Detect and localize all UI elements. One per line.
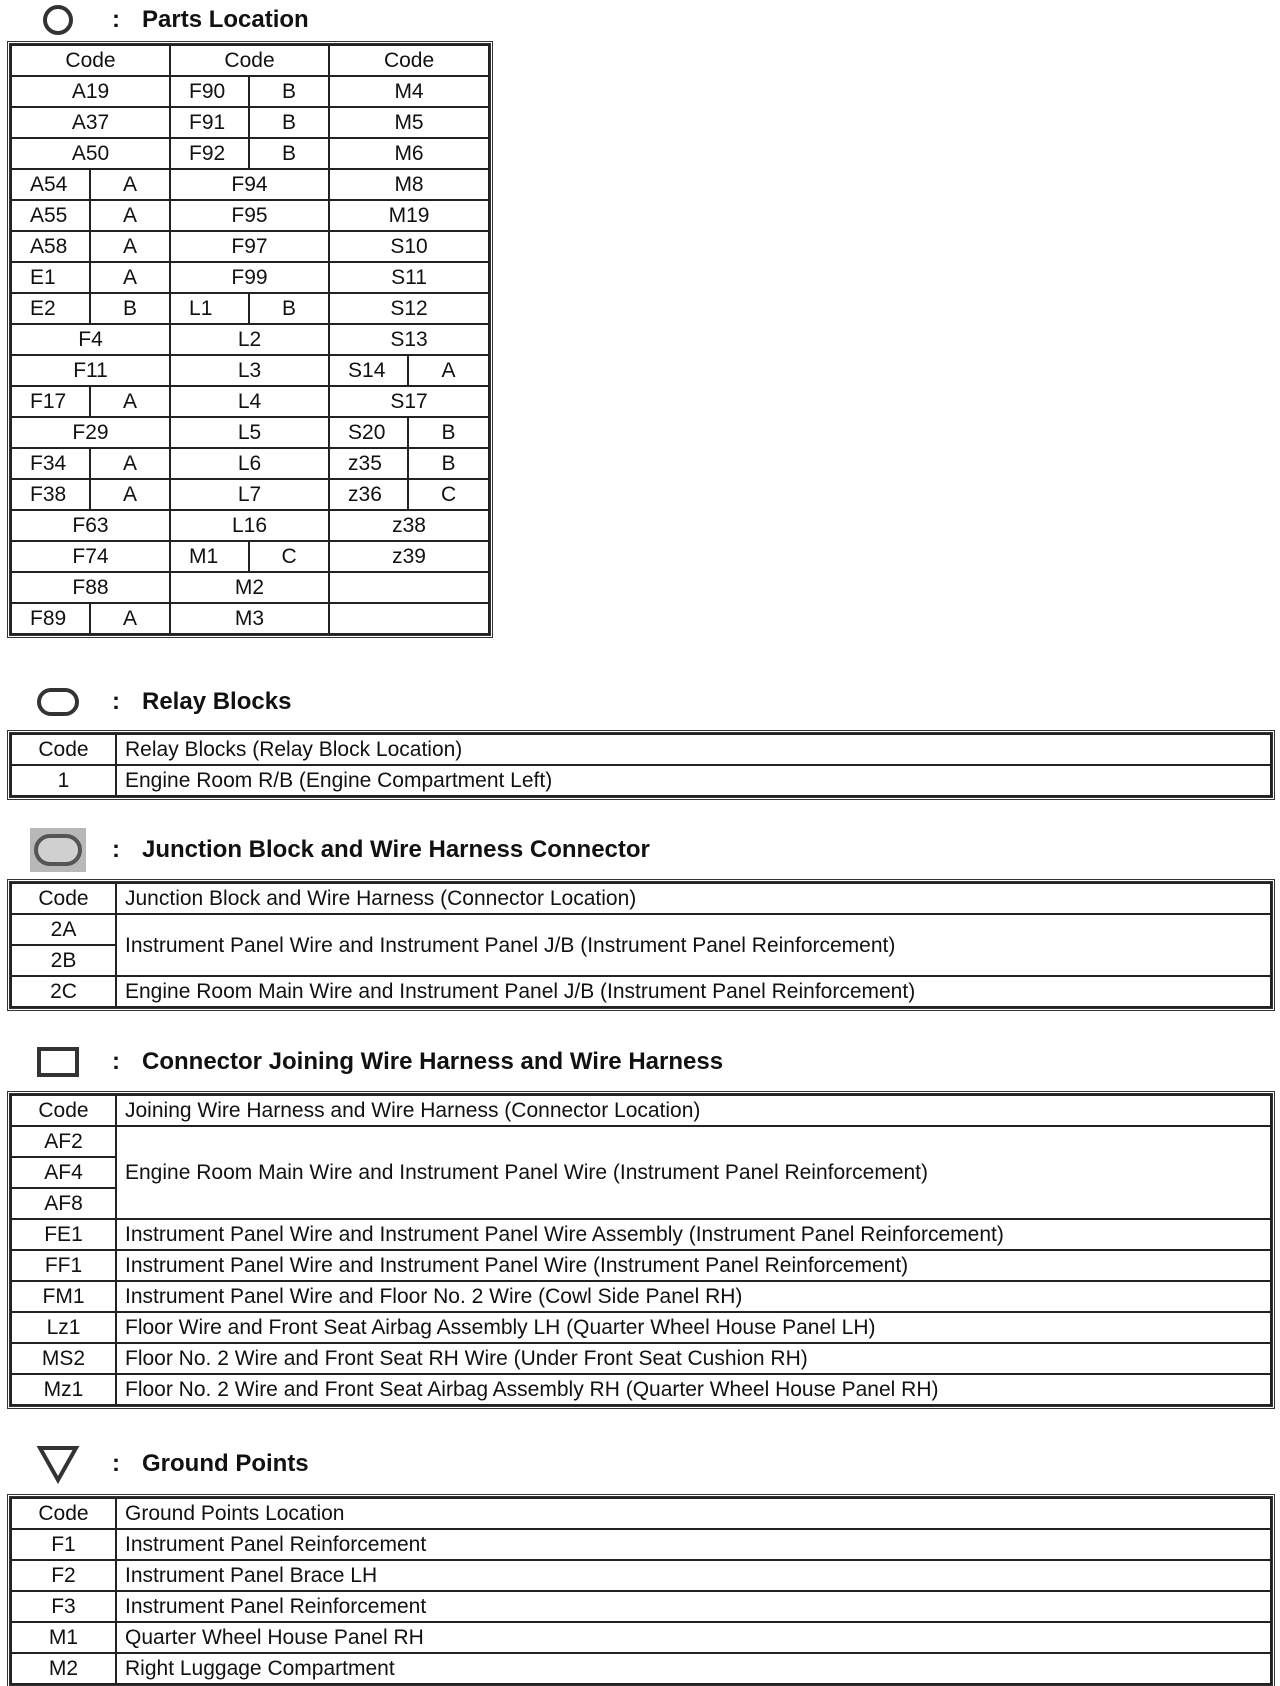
code-cell: M2 (11, 1653, 116, 1684)
table-row (11, 138, 489, 169)
location-cell: Floor No. 2 Wire and Front Seat RH Wire (Under Front Seat Cushion RH) (116, 1343, 1271, 1374)
circle-icon (30, 0, 86, 40)
code-cell: 1 (11, 765, 116, 796)
code-sub-cell: F34 (11, 448, 90, 479)
code-cell: 2B (11, 945, 116, 976)
code-sub-cell: z36 (329, 479, 408, 510)
code-cell: L4 (170, 386, 329, 417)
connector-table-body (11, 1095, 1271, 1405)
code-sub-cell: A (408, 355, 489, 386)
table-header-row (11, 1095, 1271, 1126)
code-cell: z39 (329, 541, 489, 572)
code-cell: M2 (170, 572, 329, 603)
relay-blocks-heading (30, 682, 291, 722)
location-cell: Engine Room Main Wire and Instrument Panel J/B (Instrument Panel Reinforcement) (116, 976, 1271, 1007)
table-row (11, 107, 489, 138)
code-sub-cell: F91 (170, 107, 249, 138)
code-cell: F74 (11, 541, 170, 572)
table-row (11, 1343, 1271, 1374)
ground-points-body (11, 1498, 1271, 1684)
parts-location-body (11, 45, 489, 634)
triangle-icon (30, 1444, 86, 1484)
column-header: Joining Wire Harness and Wire Harness (Connector Location) (116, 1095, 1271, 1126)
table-row (11, 510, 489, 541)
junction-block-table (10, 882, 1272, 1008)
junction-block-heading (30, 830, 650, 870)
code-sub-cell: E1 (11, 262, 90, 293)
code-cell: M19 (329, 200, 489, 231)
colon-separator: : (112, 688, 120, 715)
code-sub-cell: z35 (329, 448, 408, 479)
column-header: Code (11, 734, 116, 765)
code-cell: M1 (11, 1622, 116, 1653)
table-row (11, 1529, 1271, 1560)
code-cell: Lz1 (11, 1312, 116, 1343)
code-sub-cell: S20 (329, 417, 408, 448)
parts-location-heading (30, 0, 309, 40)
code-cell: S11 (329, 262, 489, 293)
code-cell: F4 (11, 324, 170, 355)
code-sub-cell: C (408, 479, 489, 510)
table-row (11, 76, 489, 107)
code-cell: F2 (11, 1560, 116, 1591)
location-cell: Instrument Panel Wire and Instrument Panel Wire Assembly (Instrument Panel Reinforcement) (116, 1219, 1271, 1250)
code-sub-cell: E2 (11, 293, 90, 324)
code-sub-cell: B (249, 138, 329, 169)
code-cell: AF2 (11, 1126, 116, 1157)
code-cell: A50 (11, 138, 170, 169)
location-cell: Instrument Panel Reinforcement (116, 1591, 1271, 1622)
code-cell: S10 (329, 231, 489, 262)
code-cell: L16 (170, 510, 329, 541)
table-row (11, 1126, 1271, 1157)
code-cell: 2A (11, 914, 116, 945)
location-cell: Instrument Panel Wire and Instrument Panel J/B (Instrument Panel Reinforcement) (116, 914, 1271, 976)
code-cell: A19 (11, 76, 170, 107)
code-cell: FM1 (11, 1281, 116, 1312)
code-cell: L3 (170, 355, 329, 386)
code-cell: F29 (11, 417, 170, 448)
table-row (11, 541, 489, 572)
code-cell: F1 (11, 1529, 116, 1560)
code-cell: A37 (11, 107, 170, 138)
code-sub-cell: A (90, 200, 170, 231)
code-sub-cell: B (408, 448, 489, 479)
code-sub-cell: A (90, 603, 170, 634)
table-header-row (11, 883, 1271, 914)
code-sub-cell: S14 (329, 355, 408, 386)
code-sub-cell: B (249, 293, 329, 324)
table-row (11, 914, 1271, 945)
code-sub-cell: F38 (11, 479, 90, 510)
parts-location-table (10, 44, 490, 635)
code-cell: M3 (170, 603, 329, 634)
location-cell: Engine Room R/B (Engine Compartment Left) (116, 765, 1271, 796)
table-row (11, 1250, 1271, 1281)
column-header: Code (11, 1498, 116, 1529)
code-sub-cell: M1 (170, 541, 249, 572)
code-cell: S17 (329, 386, 489, 417)
column-header: Code (329, 45, 489, 76)
colon-separator: : (112, 1450, 120, 1477)
code-sub-cell: A (90, 479, 170, 510)
code-cell: L2 (170, 324, 329, 355)
table-row (11, 572, 489, 603)
table-row (11, 1219, 1271, 1250)
code-cell: M8 (329, 169, 489, 200)
code-sub-cell: A (90, 231, 170, 262)
code-sub-cell: B (408, 417, 489, 448)
table-row (11, 1560, 1271, 1591)
code-cell: z38 (329, 510, 489, 541)
table-row (11, 386, 489, 417)
column-header: Code (170, 45, 329, 76)
code-sub-cell: F17 (11, 386, 90, 417)
section-title: Junction Block and Wire Harness Connector (142, 836, 650, 863)
location-cell: Instrument Panel Wire and Instrument Panel Wire (Instrument Panel Reinforcement) (116, 1250, 1271, 1281)
code-cell: Mz1 (11, 1374, 116, 1405)
code-cell: L6 (170, 448, 329, 479)
table-header-row (11, 1498, 1271, 1529)
code-cell: S12 (329, 293, 489, 324)
filled-rounded-rectangle-icon (30, 830, 86, 870)
code-sub-cell: B (249, 107, 329, 138)
code-cell: F99 (170, 262, 329, 293)
location-cell: Instrument Panel Reinforcement (116, 1529, 1271, 1560)
column-header: Code (11, 45, 170, 76)
code-cell: F94 (170, 169, 329, 200)
colon-separator: : (112, 1048, 120, 1075)
location-cell: Instrument Panel Brace LH (116, 1560, 1271, 1591)
table-row (11, 765, 1271, 796)
code-cell: F97 (170, 231, 329, 262)
code-cell: F11 (11, 355, 170, 386)
table-row (11, 1374, 1271, 1405)
code-sub-cell: B (90, 293, 170, 324)
table-row (11, 262, 489, 293)
code-cell: S13 (329, 324, 489, 355)
table-row (11, 1622, 1271, 1653)
code-cell: AF8 (11, 1188, 116, 1219)
code-cell: FF1 (11, 1250, 116, 1281)
section-title: Parts Location (142, 6, 309, 33)
table-row (11, 1653, 1271, 1684)
code-cell: F63 (11, 510, 170, 541)
code-sub-cell: A (90, 262, 170, 293)
code-cell: L5 (170, 417, 329, 448)
location-cell: Right Luggage Compartment (116, 1653, 1271, 1684)
table-row (11, 1281, 1271, 1312)
relay-blocks-table (10, 733, 1272, 797)
rounded-rectangle-icon (30, 682, 86, 722)
table-row (11, 231, 489, 262)
code-cell: M6 (329, 138, 489, 169)
code-sub-cell: A (90, 386, 170, 417)
table-row (11, 355, 489, 386)
table-header-row (11, 734, 1271, 765)
table-row (11, 1591, 1271, 1622)
ground-points-heading (30, 1444, 309, 1484)
code-cell (329, 603, 489, 634)
location-cell: Quarter Wheel House Panel RH (116, 1622, 1271, 1653)
table-header-row (11, 45, 489, 76)
square-icon (30, 1042, 86, 1082)
code-sub-cell: F92 (170, 138, 249, 169)
table-row (11, 417, 489, 448)
code-cell: F95 (170, 200, 329, 231)
code-sub-cell: A55 (11, 200, 90, 231)
column-header: Code (11, 1095, 116, 1126)
code-cell: L7 (170, 479, 329, 510)
code-sub-cell: F89 (11, 603, 90, 634)
section-title: Relay Blocks (142, 688, 292, 715)
code-cell: F3 (11, 1591, 116, 1622)
connector-heading (30, 1042, 723, 1082)
ground-points-table (10, 1497, 1272, 1685)
column-header: Code (11, 883, 116, 914)
location-cell: Floor Wire and Front Seat Airbag Assembly LH (Quarter Wheel House Panel LH) (116, 1312, 1271, 1343)
code-sub-cell: A54 (11, 169, 90, 200)
connector-table (10, 1094, 1272, 1406)
code-cell: M4 (329, 76, 489, 107)
table-row (11, 479, 489, 510)
code-cell: F88 (11, 572, 170, 603)
location-cell: Floor No. 2 Wire and Front Seat Airbag Assembly RH (Quarter Wheel House Panel RH) (116, 1374, 1271, 1405)
table-row (11, 293, 489, 324)
table-row (11, 169, 489, 200)
code-sub-cell: F90 (170, 76, 249, 107)
column-header: Junction Block and Wire Harness (Connector Location) (116, 883, 1271, 914)
location-cell: Engine Room Main Wire and Instrument Panel Wire (Instrument Panel Reinforcement) (116, 1126, 1271, 1219)
code-cell: FE1 (11, 1219, 116, 1250)
colon-separator: : (112, 6, 120, 33)
code-cell: 2C (11, 976, 116, 1007)
code-sub-cell: B (249, 76, 329, 107)
colon-separator: : (112, 836, 120, 863)
code-sub-cell: A (90, 448, 170, 479)
code-sub-cell: A (90, 169, 170, 200)
table-row (11, 603, 489, 634)
table-row (11, 976, 1271, 1007)
code-cell: MS2 (11, 1343, 116, 1374)
table-row (11, 200, 489, 231)
table-row (11, 324, 489, 355)
column-header: Ground Points Location (116, 1498, 1271, 1529)
section-title: Ground Points (142, 1450, 309, 1477)
code-cell: M5 (329, 107, 489, 138)
table-row (11, 448, 489, 479)
code-sub-cell: C (249, 541, 329, 572)
code-sub-cell: L1 (170, 293, 249, 324)
code-sub-cell: A58 (11, 231, 90, 262)
location-cell: Instrument Panel Wire and Floor No. 2 Wire (Cowl Side Panel RH) (116, 1281, 1271, 1312)
table-row (11, 1312, 1271, 1343)
code-cell: AF4 (11, 1157, 116, 1188)
column-header: Relay Blocks (Relay Block Location) (116, 734, 1271, 765)
code-cell (329, 572, 489, 603)
section-title: Connector Joining Wire Harness and Wire Harness (142, 1048, 724, 1075)
